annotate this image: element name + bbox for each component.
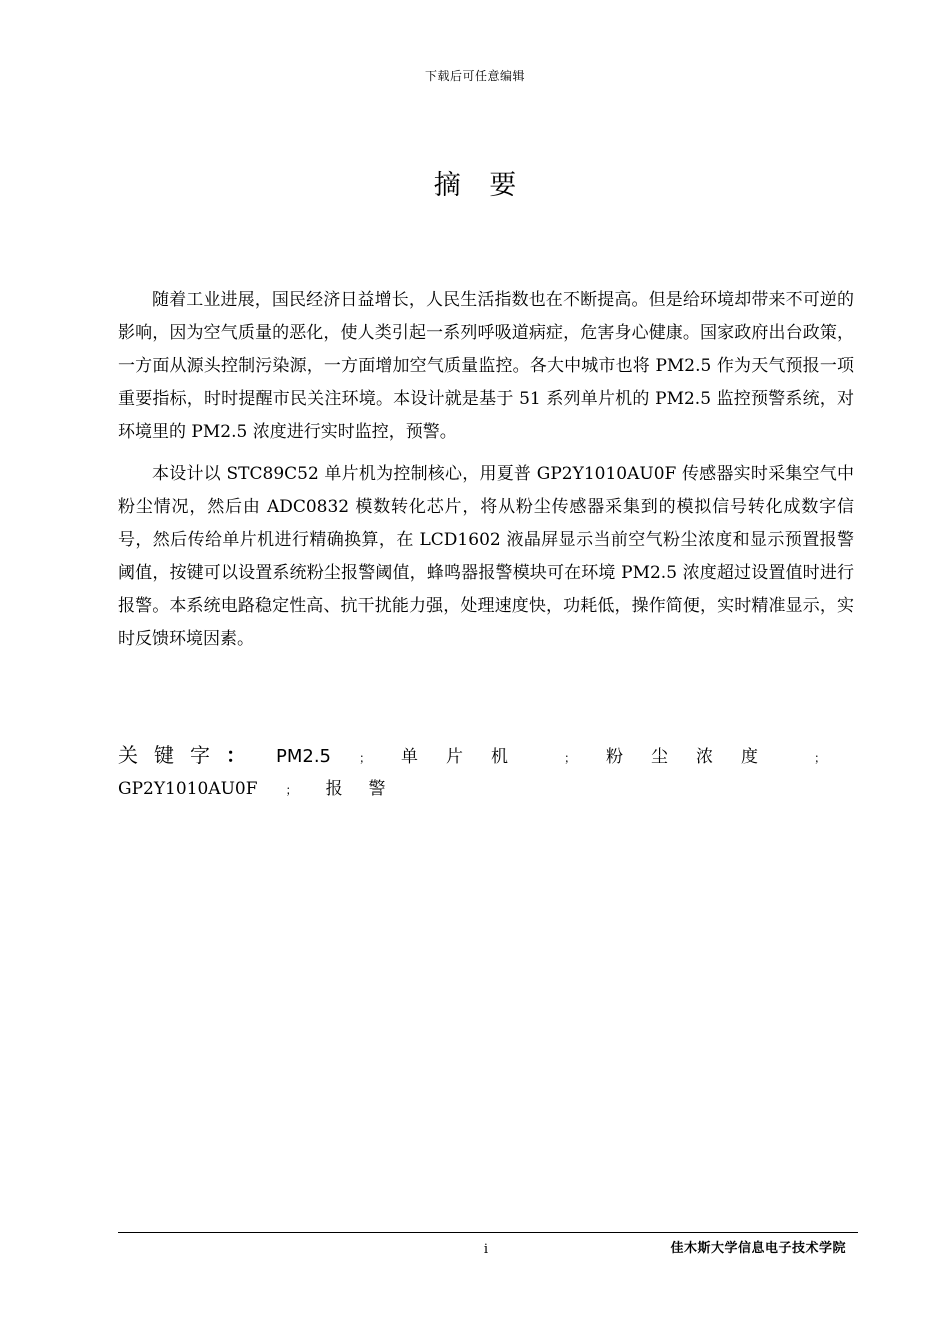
abstract-paragraph-2: 本设计以 STC89C52 单片机为控制核心，用夏普 GP2Y1010AU0F 传感器实时采集空气中粉尘情况，然后由 ADC0832 模数转化芯片，将从粉尘传感器采集到的模拟信号转化成数字信号，然后传给单片机进行精确换算，在 LCD1602 液晶屏显示当前空气粉尘浓度和显示预置报警阈值，按键可以设置系统粉尘报警阈值，蜂鸣器报警模块可在环境 PM2.5 浓度超过设置值时进行报警。本系统电路稳定性高、抗干扰能力强，处理速度快，功耗低，操作简便，实时精准显示，实时反馈环境因素。 <box>118 464 854 649</box>
page-number: i <box>483 1242 489 1257</box>
keyword-separator: ； <box>285 783 298 797</box>
page-title: 摘 要 <box>433 170 527 201</box>
keywords-label: 关键字 <box>118 743 226 767</box>
abstract-paragraph-1: 随着工业进展，国民经济日益增长，人民生活指数也在不断提高。但是给环境却带来不可逆的影响，因为空气质量的恶化，使人类引起一系列呼吸道病症，危害身心健康。国家政府出台政策，一方面从源头控制污染源，一方面增加空气质量监控。各大中城市也将 PM2.5 作为天气预报一项重要指标，时时提醒市民关注环境。本设计就是基于 51 系列单片机的 PM2.5 监控预警系统，对环境里的 PM2.5 浓度进行实时监控，预警。 <box>118 290 854 442</box>
keyword-item: GP2Y1010AU0F <box>118 779 258 799</box>
keyword-item: 报警 <box>325 779 412 799</box>
keyword-item: PM2.5 <box>276 746 332 767</box>
footer-divider <box>118 1232 858 1233</box>
keyword-separator: ； <box>564 751 577 765</box>
keyword-separator: ； <box>814 751 827 765</box>
keyword-item: 单片机 <box>399 747 537 767</box>
keyword-separator: ； <box>359 751 372 765</box>
header-note: 下载后可任意编辑 <box>424 69 525 83</box>
keywords-line <box>118 740 854 806</box>
keywords-colon: ： <box>226 743 248 767</box>
keyword-item: 粉尘浓度 <box>604 747 787 767</box>
footer-institution: 佳木斯大学信息电子技术学院 <box>670 1241 846 1256</box>
abstract-body <box>118 284 854 656</box>
